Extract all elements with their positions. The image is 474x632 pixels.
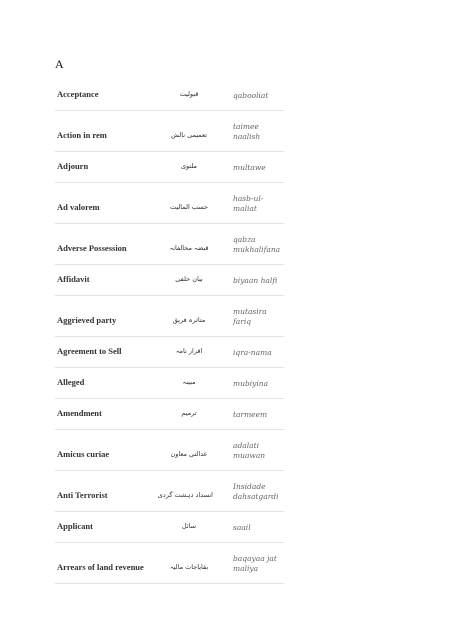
term: Amicus curiae: [57, 449, 110, 459]
urdu-term: عدالتی معاون: [170, 450, 208, 458]
urdu-term: ترمیم: [181, 409, 197, 417]
glossary-row: [55, 543, 284, 584]
urdu-term: تعمیمی نالش: [171, 131, 207, 139]
urdu-term: اقرار نامہ: [175, 347, 203, 355]
urdu-term: ملتوی: [180, 162, 198, 170]
term: Arrears of land revenue: [57, 562, 144, 572]
transliteration: mutasira fariq: [233, 307, 267, 326]
glossary-row: [55, 337, 284, 368]
glossary-row: [55, 111, 284, 152]
term: Agreement to Sell: [57, 346, 122, 356]
transliteration: adalati muawan: [233, 441, 266, 460]
transliteration: qabooliat: [233, 91, 269, 100]
glossary-row: [55, 471, 284, 512]
transliteration: biyaan halfi: [233, 276, 278, 285]
urdu-term: بیان حلفی: [175, 275, 203, 283]
glossary-table: [55, 80, 284, 584]
term: Acceptance: [57, 89, 99, 99]
term: Alleged: [57, 377, 85, 387]
glossary-row: [55, 183, 284, 224]
glossary-row: [55, 430, 284, 471]
term: Aggrieved party: [57, 315, 117, 325]
transliteration: qabza mukhalifana: [233, 235, 281, 254]
term: Adjourn: [57, 161, 89, 171]
term: Anti Terrorist: [57, 490, 108, 500]
urdu-term: قبضہ مخالفانہ: [169, 244, 209, 252]
transliteration: saail: [233, 523, 251, 532]
transliteration: hasb-ul-maliat: [233, 194, 264, 213]
glossary-row: [55, 399, 284, 430]
transliteration: mubiyina: [233, 379, 269, 388]
glossary-row: [55, 152, 284, 183]
glossary-row: [55, 368, 284, 399]
term: Action in rem: [57, 130, 107, 140]
urdu-term: قبولیت: [179, 90, 199, 98]
transliteration: tarmeem: [233, 410, 268, 419]
glossary-row: [55, 80, 284, 111]
glossary-row: [55, 224, 284, 265]
glossary-row: [55, 512, 284, 543]
urdu-term: حسب المالیت: [169, 203, 209, 211]
glossary-row: [55, 296, 284, 337]
transliteration: iqra-nama: [233, 348, 272, 357]
transliteration: taimee naalish: [233, 122, 261, 141]
urdu-term: بقایاجات مالیہ: [169, 563, 209, 571]
glossary-row: [55, 265, 284, 296]
urdu-term: متاثرہ فریق: [172, 316, 206, 324]
section-letter: A: [55, 57, 64, 71]
term: Ad valorem: [57, 202, 100, 212]
term: Applicant: [57, 521, 93, 531]
term: Adverse Possession: [57, 243, 127, 253]
urdu-term: انسداد دہشت گردی: [157, 491, 213, 499]
urdu-term: سائل: [181, 522, 197, 530]
transliteration: multawe: [233, 163, 266, 172]
term: Amendment: [57, 408, 102, 418]
transliteration: Insidade dahsatgardi: [233, 482, 279, 501]
transliteration: baqayaa jat maliya: [233, 554, 277, 573]
term: Affidavit: [57, 274, 90, 284]
urdu-term: مبینہ: [182, 378, 196, 386]
